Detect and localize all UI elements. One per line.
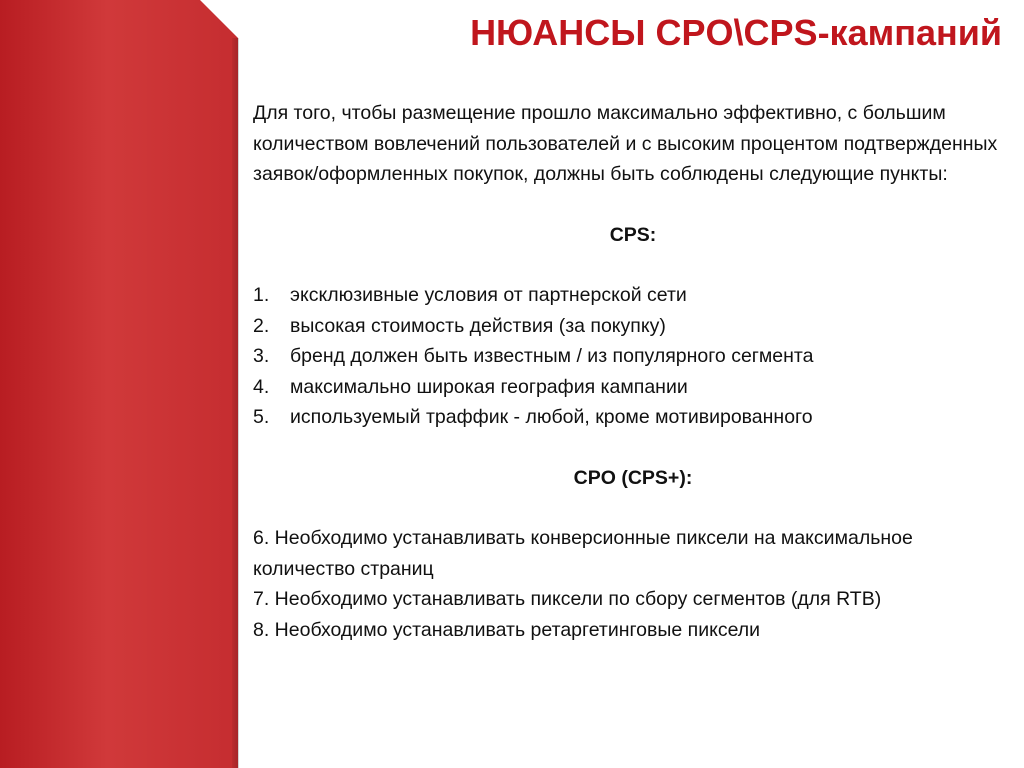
slide-title: НЮАНСЫ CPO\CPS-кампаний <box>470 12 1002 53</box>
list-item <box>253 311 1013 342</box>
cpo-item: 7. Необходимо устанавливать пиксели по сбору сегментов (для RTB) <box>253 588 882 610</box>
list-item-number: 1. <box>253 284 270 306</box>
list-item-number: 5. <box>253 406 270 428</box>
cpo-item: 6. Необходимо устанавливать конверсионные пиксели на максимальное количество страниц <box>253 527 913 580</box>
list-item-text: высокая стоимость действия (за покупку) <box>290 314 666 337</box>
list-item-number: 4. <box>253 375 270 398</box>
slide-content <box>253 98 1013 645</box>
decorative-side-panel <box>0 0 238 768</box>
list-item-text: максимально широкая география кампании <box>290 375 688 398</box>
cps-heading: CPS: <box>609 223 657 246</box>
list-item <box>253 341 1013 372</box>
intro-paragraph: Для того, чтобы размещение прошло максимально эффективно, с большим количеством вовлечений пользователей и с высоким процентом подтвержденных заявок/оформленных покупок, должны быть соблюдены следующие пункты: <box>253 102 998 185</box>
cpo-item: 8. Необходимо устанавливать ретаргетинговые пиксели <box>253 618 761 641</box>
list-item <box>253 372 1013 403</box>
list-item-number: 3. <box>253 345 270 367</box>
list-item-text: бренд должен быть известным / из популярного сегмента <box>290 345 814 367</box>
cpo-heading: CPO (CPS+): <box>573 466 693 489</box>
list-item <box>253 280 1013 311</box>
list-item-text: эксклюзивные условия от партнерской сети <box>290 284 687 306</box>
list-item-number: 2. <box>253 314 270 337</box>
list-item <box>253 402 1013 433</box>
side-panel-shadow <box>232 38 239 768</box>
list-item-text: используемый траффик - любой, кроме мотивированного <box>290 406 813 428</box>
cps-list <box>253 280 1013 433</box>
